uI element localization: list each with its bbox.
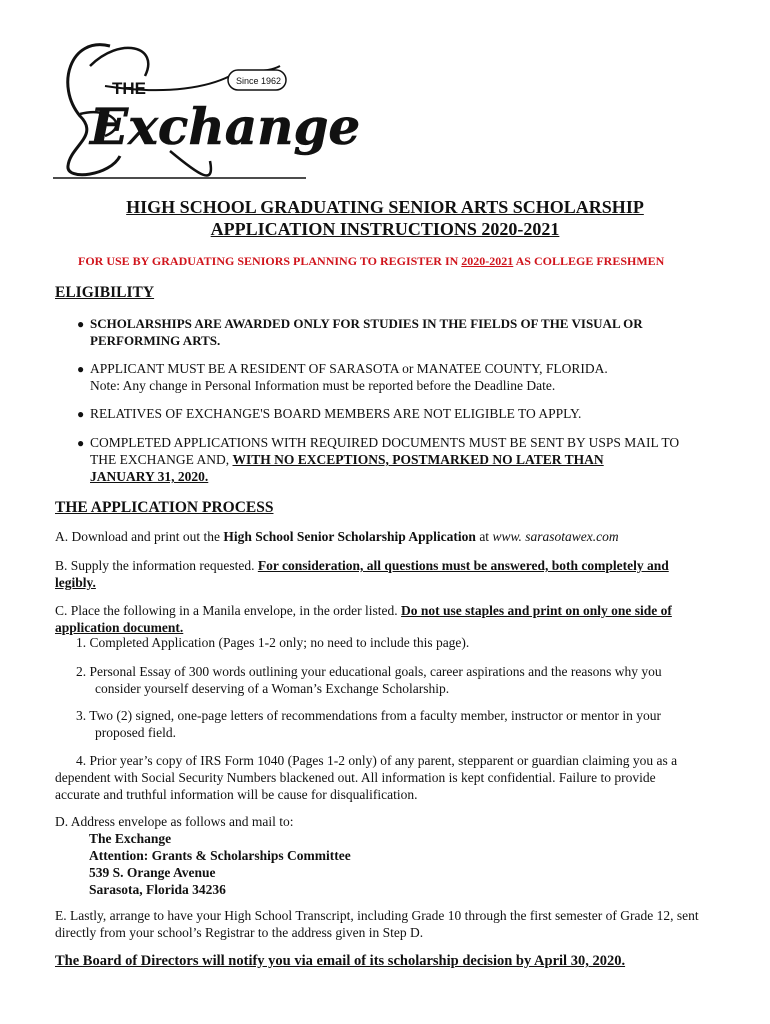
step-c-item-4: 4. Prior year’s copy of IRS Form 1040 (Pages 1-2 only) of any parent, stepparent or guardian claiming you as a dependent with Social Security Numbers blackened out. All information is kept confidential. Failure to provide accurate and truthful information will be cause for disqualification. [55, 753, 678, 802]
eligibility-item-3: RELATIVES OF EXCHANGE'S BOARD MEMBERS ARE NOT ELIGIBLE TO APPLY. [90, 406, 582, 421]
bullet-icon: ● [77, 436, 85, 450]
step-a: A. Download and print out the High School Senior Scholarship Application at www. sarasotawex.com [55, 529, 619, 544]
bullet-icon: ● [77, 317, 85, 331]
eligibility-item-2: APPLICANT MUST BE A RESIDENT OF SARASOTA or MANATEE COUNTY, FLORIDA. Note: Any change in Personal Information must be reported before the Deadline Date. [90, 361, 608, 393]
bullet-icon: ● [77, 362, 85, 376]
notice-year: 2020-2021 [461, 254, 514, 268]
eligibility-item-4: COMPLETED APPLICATIONS WITH REQUIRED DOCUMENTS MUST BE SENT BY USPS MAIL TO THE EXCHANGE AND, WITH NO EXCEPTIONS, POSTMARKED NO LATER THAN JANUARY 31, 2020. [90, 435, 680, 484]
logo-the: THE [112, 79, 146, 98]
logo-since: Since 1962 [236, 76, 282, 86]
step-c: C. Place the following in a Manila envelope, in the order listed. Do not use staples and print on only one side of application document. [55, 603, 672, 635]
step-c-item-2: 2. Personal Essay of 300 words outlining your educational goals, career aspirations and the reasons why you consider yourself deserving of a Woman’s Exchange Scholarship. [76, 664, 662, 696]
bullet-icon: ● [77, 407, 85, 421]
step-c-item-3: 3. Two (2) signed, one-page letters of recommendations from a faculty member, instructor or mentor in your proposed field. [76, 708, 661, 740]
eligibility-item-1: SCHOLARSHIPS ARE AWARDED ONLY FOR STUDIES IN THE FIELDS OF THE VISUAL OR PERFORMING ARTS. [90, 316, 643, 348]
step-b: B. Supply the information requested. For consideration, all questions must be answered, both completely and legibly. [55, 558, 669, 590]
step-d: D. Address envelope as follows and mail to: [55, 814, 294, 829]
logo-name: Exchange [90, 97, 361, 156]
step-e: E. Lastly, arrange to have your High School Transcript, including Grade 10 through the first semester of Grade 12, sent directly from your school’s Registrar to the address given in Step D. [55, 908, 699, 940]
mailing-address: The Exchange Attention: Grants & Scholarships Committee 539 S. Orange Avenue Sarasota, Florida 34236 [89, 831, 351, 897]
step-c-item-1: 1. Completed Application (Pages 1-2 only; no need to include this page). [76, 635, 470, 650]
notice-line: FOR USE BY GRADUATING SENIORS PLANNING TO REGISTER IN 2020-2021 AS COLLEGE FRESHMEN [78, 254, 665, 268]
exchange-logo [50, 26, 361, 186]
title-line-2: APPLICATION INSTRUCTIONS 2020-2021 [210, 219, 560, 239]
website-link: www. sarasotawex.com [492, 529, 619, 544]
final-notice: The Board of Directors will notify you via email of its scholarship decision by April 30, 2020. [55, 953, 626, 969]
process-heading: THE APPLICATION PROCESS [55, 499, 274, 516]
title-line-1: HIGH SCHOOL GRADUATING SENIOR ARTS SCHOLARSHIP [126, 197, 644, 217]
eligibility-heading: ELIGIBILITY [55, 284, 155, 301]
